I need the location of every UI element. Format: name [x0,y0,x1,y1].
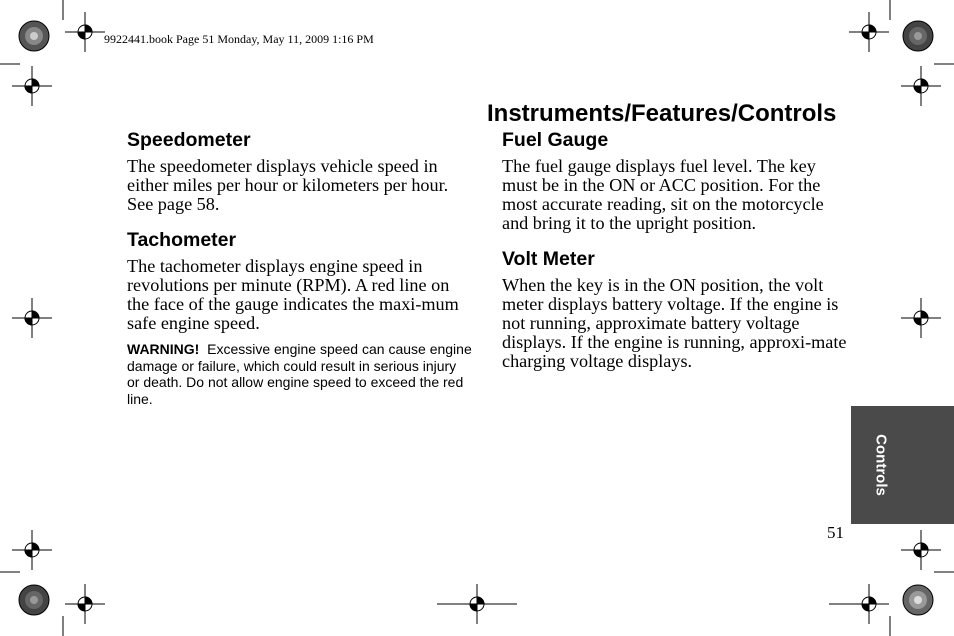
page-title: Instruments/Features/Controls [487,100,837,127]
warning-text: Excessive engine speed can cause engine damage or failure, which could result in serious injury or death. Do not allow engine speed to exceed the red line. [127,341,472,407]
fuel-gauge-heading: Fuel Gauge [502,129,609,151]
side-tab-label-wrap [872,406,890,524]
book-header-info: 9922441.book Page 51 Monday, May 11, 2009 1:16 PM [104,32,374,46]
tachometer-heading: Tachometer [127,229,237,251]
right-column [502,128,847,379]
side-tab-label: Controls [872,434,890,496]
left-column [127,128,472,407]
page-number: 51 [827,523,844,542]
speedometer-text: The speedometer displays vehicle speed in either miles per hour or kilometers per hour. See page 58. [127,156,449,214]
volt-meter-heading: Volt Meter [502,248,595,270]
warning-note [127,341,472,407]
speedometer-heading: Speedometer [127,129,251,151]
side-tab [851,406,954,524]
warning-label: WARNING! [127,341,200,357]
volt-meter-text: When the key is in the ON position, the volt meter displays battery voltage. If the engine is not running, approximate battery voltage displays. If the engine is running, approxi-mate charging voltage displays. [502,275,847,371]
fuel-gauge-text: The fuel gauge displays fuel level. The key must be in the ON or ACC position. For the most accurate reading, sit on the motorcycle and bring it to the upright position. [502,156,824,233]
tachometer-text: The tachometer displays engine speed in revolutions per minute (RPM). A red line on the face of the gauge indicates the maxi-mum safe engine speed. [127,256,459,333]
